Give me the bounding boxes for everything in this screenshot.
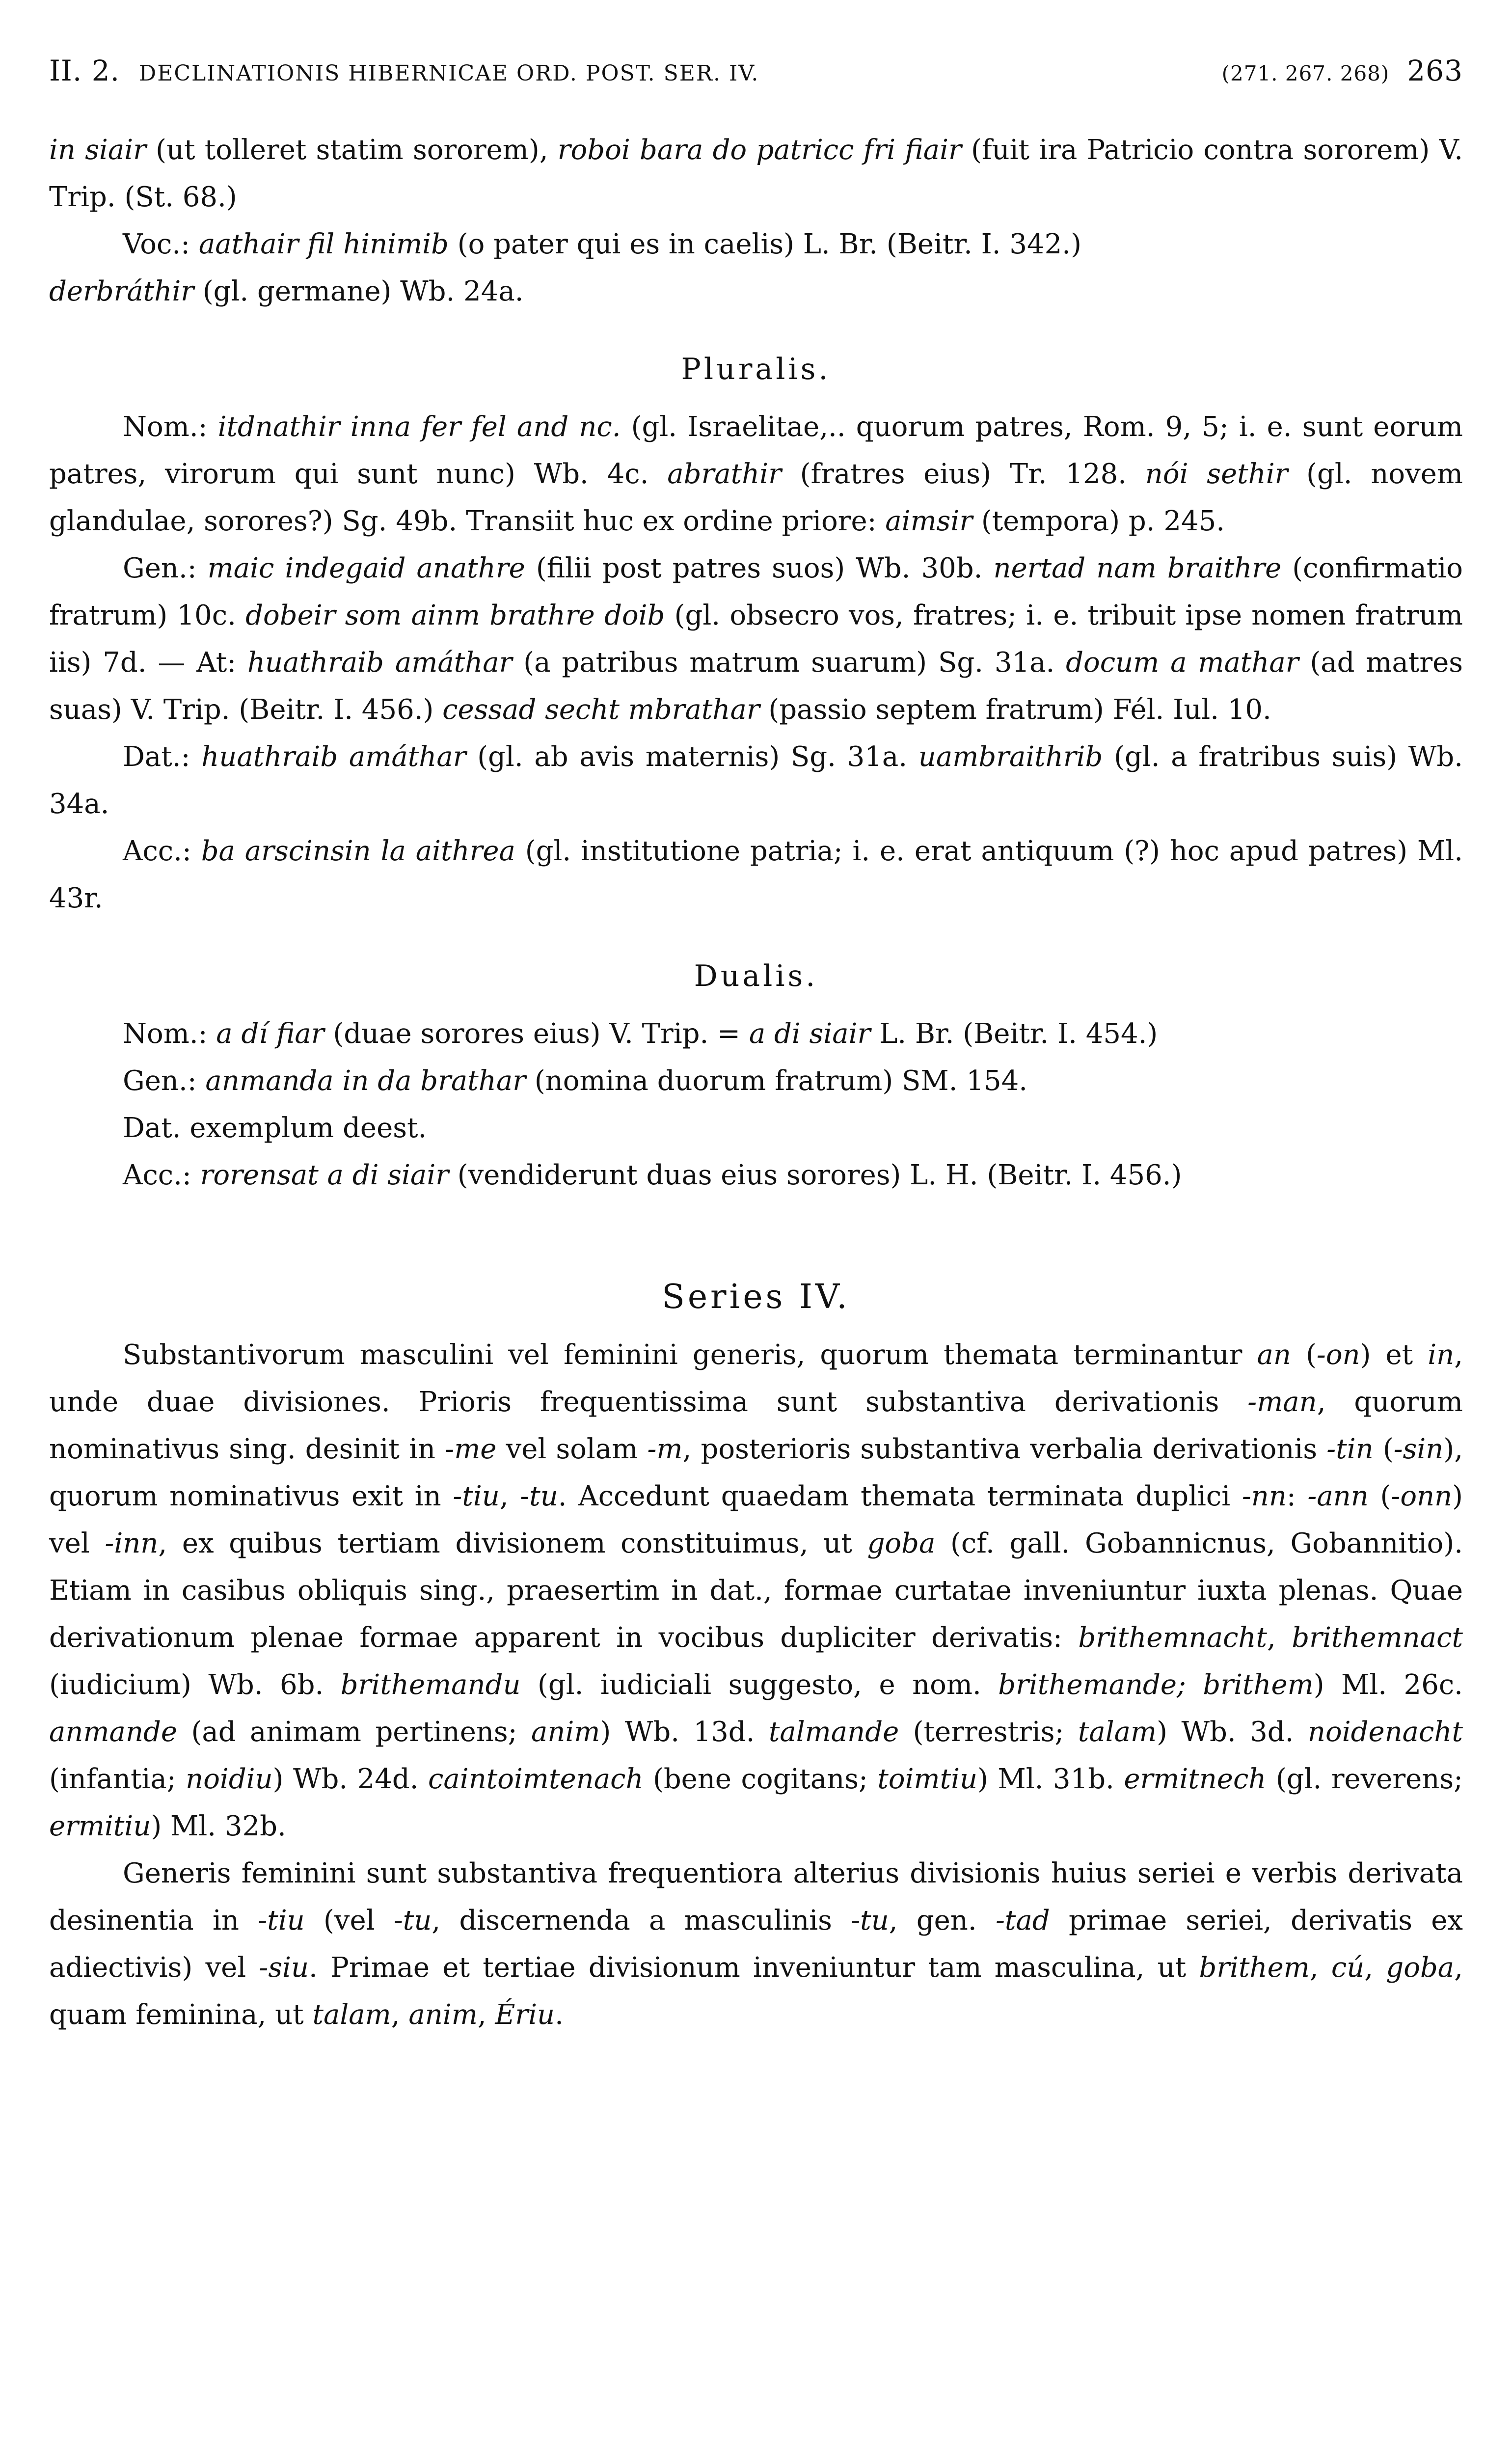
gloss: (gl. novem glandulae, sorores?) Sg. 49b. Transiit huc ex ordine priore: bbox=[49, 458, 1463, 537]
example: -tu bbox=[520, 1480, 558, 1512]
text-run: . Accedunt quaedam themata terminata duplici bbox=[558, 1480, 1242, 1512]
example: anmande bbox=[49, 1716, 177, 1748]
example: -tad bbox=[995, 1905, 1050, 1937]
case-label: Voc.: bbox=[123, 228, 199, 260]
text-run: primae seriei, derivatis ex adiectivis) vel bbox=[49, 1905, 1463, 1984]
accusative-paragraph bbox=[49, 1152, 1463, 1199]
example: -tu bbox=[851, 1905, 889, 1937]
gloss: (gl. institutione patria; i. e. erat antiquum (?) hoc apud patres) Ml. 43r. bbox=[49, 835, 1463, 914]
text-run: , bbox=[477, 1999, 495, 2031]
text-run: , posterioris substantiva verbalia derivationis bbox=[682, 1433, 1327, 1465]
case-label: Gen.: bbox=[123, 552, 208, 584]
text-run: ) Wb. 3d. bbox=[1157, 1716, 1308, 1748]
text-run: , bbox=[1267, 1622, 1292, 1654]
gloss: (gl. a fratribus suis) Wb. 34a. bbox=[49, 741, 1463, 820]
example: anim bbox=[408, 1999, 478, 2031]
example: brithemnact bbox=[1292, 1622, 1463, 1654]
example: -tu bbox=[393, 1905, 432, 1937]
example: a dí fiar bbox=[216, 1018, 324, 1050]
example: caintoimtenach bbox=[428, 1763, 644, 1795]
text-run: , quorum nominativus sing. desinit in bbox=[49, 1386, 1463, 1465]
genitive-paragraph bbox=[49, 1058, 1463, 1105]
case-label: Acc.: bbox=[123, 1159, 200, 1191]
text-run: , bbox=[391, 1999, 409, 2031]
section-heading-dualis: Dualis. bbox=[694, 959, 818, 993]
example: ba arscinsin la aithrea bbox=[201, 835, 515, 867]
case-label: Acc.: bbox=[123, 835, 201, 867]
gloss: (fratres eius) Tr. 128. bbox=[781, 458, 1145, 490]
text-run: , unde duae divisiones. Prioris frequentissima sunt substantiva derivationis bbox=[49, 1339, 1463, 1418]
series-block bbox=[49, 1332, 1463, 2039]
gloss: (ut tolleret statim sororem), bbox=[146, 134, 558, 166]
text-run: ) Wb. 13d. bbox=[600, 1716, 769, 1748]
example: brithemande; brithem bbox=[998, 1669, 1314, 1701]
text-run: , ex quibus tertiam divisionem constituimus, ut bbox=[158, 1528, 867, 1559]
gloss: (duae sorores eius) V. Trip. = bbox=[324, 1018, 749, 1050]
example: talam bbox=[312, 1999, 391, 2031]
gloss: (ad matres suas) V. Trip. (Beitr. I. 456.) bbox=[49, 647, 1463, 726]
text-run: ) Ml. 32b. bbox=[151, 1810, 286, 1842]
example: -tin bbox=[1326, 1433, 1374, 1465]
header-refs: (271. 267. 268) bbox=[1221, 61, 1390, 85]
example: -onn bbox=[1391, 1480, 1453, 1512]
example: itdnathir inna fer fel and nc. bbox=[217, 411, 621, 443]
section-heading-series: Series IV. bbox=[662, 1278, 850, 1316]
example: -ann bbox=[1307, 1480, 1369, 1512]
example: -on bbox=[1316, 1339, 1360, 1371]
gloss: (gl. ab avis maternis) Sg. 31a. bbox=[466, 741, 918, 773]
text-run: (ad animam pertinens; bbox=[177, 1716, 531, 1748]
gloss: (a patribus matrum suarum) Sg. 31a. bbox=[512, 647, 1066, 679]
example: talam bbox=[1078, 1716, 1157, 1748]
header-title: DECLINATIONIS HIBERNICAE ORD. POST. SER. IV. bbox=[138, 61, 759, 86]
example: noidenacht bbox=[1307, 1716, 1463, 1748]
gloss: (tempora) p. 245. bbox=[972, 505, 1225, 537]
dative-paragraph bbox=[49, 734, 1463, 828]
example: talmande bbox=[768, 1716, 899, 1748]
case-label: Dat.: bbox=[123, 741, 202, 773]
example: maic indegaid anathre bbox=[207, 552, 525, 584]
example: goba bbox=[867, 1528, 936, 1559]
text-run: ) et bbox=[1360, 1339, 1428, 1371]
text-run: (iudicium) Wb. 6b. bbox=[49, 1669, 341, 1701]
example: in bbox=[1428, 1339, 1455, 1371]
text-run: ( bbox=[1373, 1433, 1394, 1465]
example: dobeir som ainm brathre doib bbox=[245, 600, 665, 631]
page-number: 263 bbox=[1407, 54, 1463, 87]
example: cessad secht mbrathar bbox=[442, 694, 760, 726]
text-run: (terrestris; bbox=[899, 1716, 1078, 1748]
example: an bbox=[1257, 1339, 1291, 1371]
example: -man bbox=[1247, 1386, 1317, 1418]
example: nói sethir bbox=[1145, 458, 1288, 490]
gloss: (gl. obsecro vos, fratres; i. e. tribuit ipse nomen fratrum iis) 7d. — At: bbox=[49, 600, 1463, 679]
example: abrathir bbox=[667, 458, 782, 490]
continuation-paragraph bbox=[49, 127, 1463, 221]
header-part: II. 2. bbox=[49, 54, 120, 87]
text-run: (cf. gall. Gobannicnus, Gobannitio). Etiam in casibus obliquis sing., praesertim in dat., formae curtatae inveniuntur iuxta plenas. Quae derivationum plenae formae apparent in vocibus dupliciter derivatis: bbox=[49, 1528, 1463, 1654]
series-paragraph-1 bbox=[49, 1332, 1463, 1850]
gloss: (filii post patres suos) Wb. 30b. bbox=[525, 552, 994, 584]
gloss: (passio septem fratrum) Fél. Iul. 10. bbox=[759, 694, 1271, 726]
text-run: . bbox=[555, 1999, 564, 2031]
gloss: (fuit ira Patricio contra sororem) V. Trip. (St. 68.) bbox=[49, 134, 1463, 213]
example: -m bbox=[647, 1433, 683, 1465]
vocative-paragraph bbox=[49, 221, 1463, 315]
text-run: ) Wb. 24d. bbox=[272, 1763, 429, 1795]
example: -nn bbox=[1242, 1480, 1287, 1512]
text-run: ), quorum nominativus exit in bbox=[49, 1433, 1463, 1512]
example: Ériu bbox=[495, 1999, 555, 2031]
header-left bbox=[49, 54, 759, 87]
example: aimsir bbox=[885, 505, 973, 537]
example: toimtiu bbox=[877, 1763, 978, 1795]
example: -tiu bbox=[453, 1480, 500, 1512]
example: -inn bbox=[105, 1528, 159, 1559]
example: a di siair bbox=[749, 1018, 871, 1050]
text-run: (infantia; bbox=[49, 1763, 186, 1795]
example: -me bbox=[445, 1433, 497, 1465]
example: brithemandu bbox=[340, 1669, 521, 1701]
text-run: ) Ml. 26c. bbox=[1313, 1669, 1463, 1701]
text-run: Substantivorum masculini vel feminini generis, quorum themata terminantur bbox=[123, 1339, 1257, 1371]
accusative-paragraph bbox=[49, 828, 1463, 922]
text-run: , bbox=[1309, 1952, 1331, 1984]
example: derbráthir bbox=[49, 275, 194, 307]
example: roboi bara do patricc fri fiair bbox=[557, 134, 962, 166]
text-run: (gl. iudiciali suggesto, e nom. bbox=[520, 1669, 999, 1701]
text-run: Generis feminini sunt substantiva frequentiora alterius divisionis huius seriei e verbis derivata desinentia in bbox=[49, 1857, 1463, 1937]
example: cú bbox=[1331, 1952, 1365, 1984]
gloss: (o pater qui es in caelis) L. Br. (Beitr. I. 342.) bbox=[448, 228, 1081, 260]
example: noidiu bbox=[186, 1763, 273, 1795]
header-right bbox=[1222, 54, 1463, 87]
example: in siair bbox=[49, 134, 146, 166]
text-run: (vel bbox=[304, 1905, 394, 1937]
gloss: (gl. germane) Wb. 24a. bbox=[194, 275, 524, 307]
example: -sin bbox=[1393, 1433, 1444, 1465]
text-run: vel solam bbox=[496, 1433, 648, 1465]
example: ermitiu bbox=[49, 1810, 151, 1842]
text-run: : bbox=[1286, 1480, 1308, 1512]
series-paragraph-2 bbox=[49, 1850, 1463, 2039]
example: ermitnech bbox=[1124, 1763, 1267, 1795]
example: goba bbox=[1386, 1952, 1455, 1984]
example: anim bbox=[531, 1716, 600, 1748]
gloss: L. Br. (Beitr. I. 454.) bbox=[870, 1018, 1158, 1050]
section-heading-pluralis: Pluralis. bbox=[681, 352, 831, 386]
nominative-paragraph bbox=[49, 404, 1463, 545]
text-run: , gen. bbox=[889, 1905, 996, 1937]
gloss: (nomina duorum fratrum) SM. 154. bbox=[526, 1065, 1028, 1097]
text-run: ) Ml. 31b. bbox=[977, 1763, 1124, 1795]
example: -tiu bbox=[258, 1905, 305, 1937]
case-label: Nom.: bbox=[123, 411, 218, 443]
text-run: , quam feminina, ut bbox=[49, 1952, 1463, 2031]
text-run: , discernenda a masculinis bbox=[432, 1905, 851, 1937]
example: aathair fil hinimib bbox=[198, 228, 449, 260]
pluralis-block bbox=[49, 404, 1463, 922]
gloss: (vendiderunt duas eius sorores) L. H. (Beitr. I. 456.) bbox=[449, 1159, 1182, 1191]
example: -siu bbox=[259, 1952, 309, 1984]
example: docum a mathar bbox=[1066, 647, 1299, 679]
case-label: Gen.: bbox=[123, 1065, 206, 1097]
example: anmanda in da brathar bbox=[205, 1065, 526, 1097]
gloss: (confirmatio fratrum) 10c. bbox=[49, 552, 1463, 631]
example: uambraithrib bbox=[918, 741, 1103, 773]
gloss: (gl. Israelitae,.. quorum patres, Rom. 9, 5; i. e. sunt eorum patres, virorum qui sunt nunc) Wb. 4c. bbox=[49, 411, 1463, 490]
top-block bbox=[49, 127, 1463, 315]
text-run: (bene cogitans; bbox=[643, 1763, 878, 1795]
text-run: ( bbox=[1368, 1480, 1391, 1512]
example: huathraib amáthar bbox=[247, 647, 513, 679]
text-run: , bbox=[1364, 1952, 1386, 1984]
text-run: (gl. reverens; bbox=[1266, 1763, 1463, 1795]
dative-paragraph: Dat. exemplum deest. bbox=[123, 1112, 427, 1144]
case-label: Nom.: bbox=[123, 1018, 216, 1050]
text-run: , bbox=[499, 1480, 520, 1512]
example: nertad nam braithre bbox=[993, 552, 1282, 584]
text-run: ) vel bbox=[49, 1480, 1463, 1559]
example: huathraib amáthar bbox=[201, 741, 466, 773]
example: rorensat a di siair bbox=[200, 1159, 449, 1191]
running-header bbox=[49, 54, 1463, 87]
text-run: . Primae et tertiae divisionum inveniuntur tam masculina, ut bbox=[309, 1952, 1199, 1984]
text-run: ( bbox=[1291, 1339, 1317, 1371]
dualis-block bbox=[49, 1010, 1463, 1199]
example: brithem bbox=[1199, 1952, 1310, 1984]
nominative-paragraph bbox=[49, 1010, 1463, 1058]
genitive-paragraph bbox=[49, 545, 1463, 734]
example: brithemnacht bbox=[1078, 1622, 1268, 1654]
